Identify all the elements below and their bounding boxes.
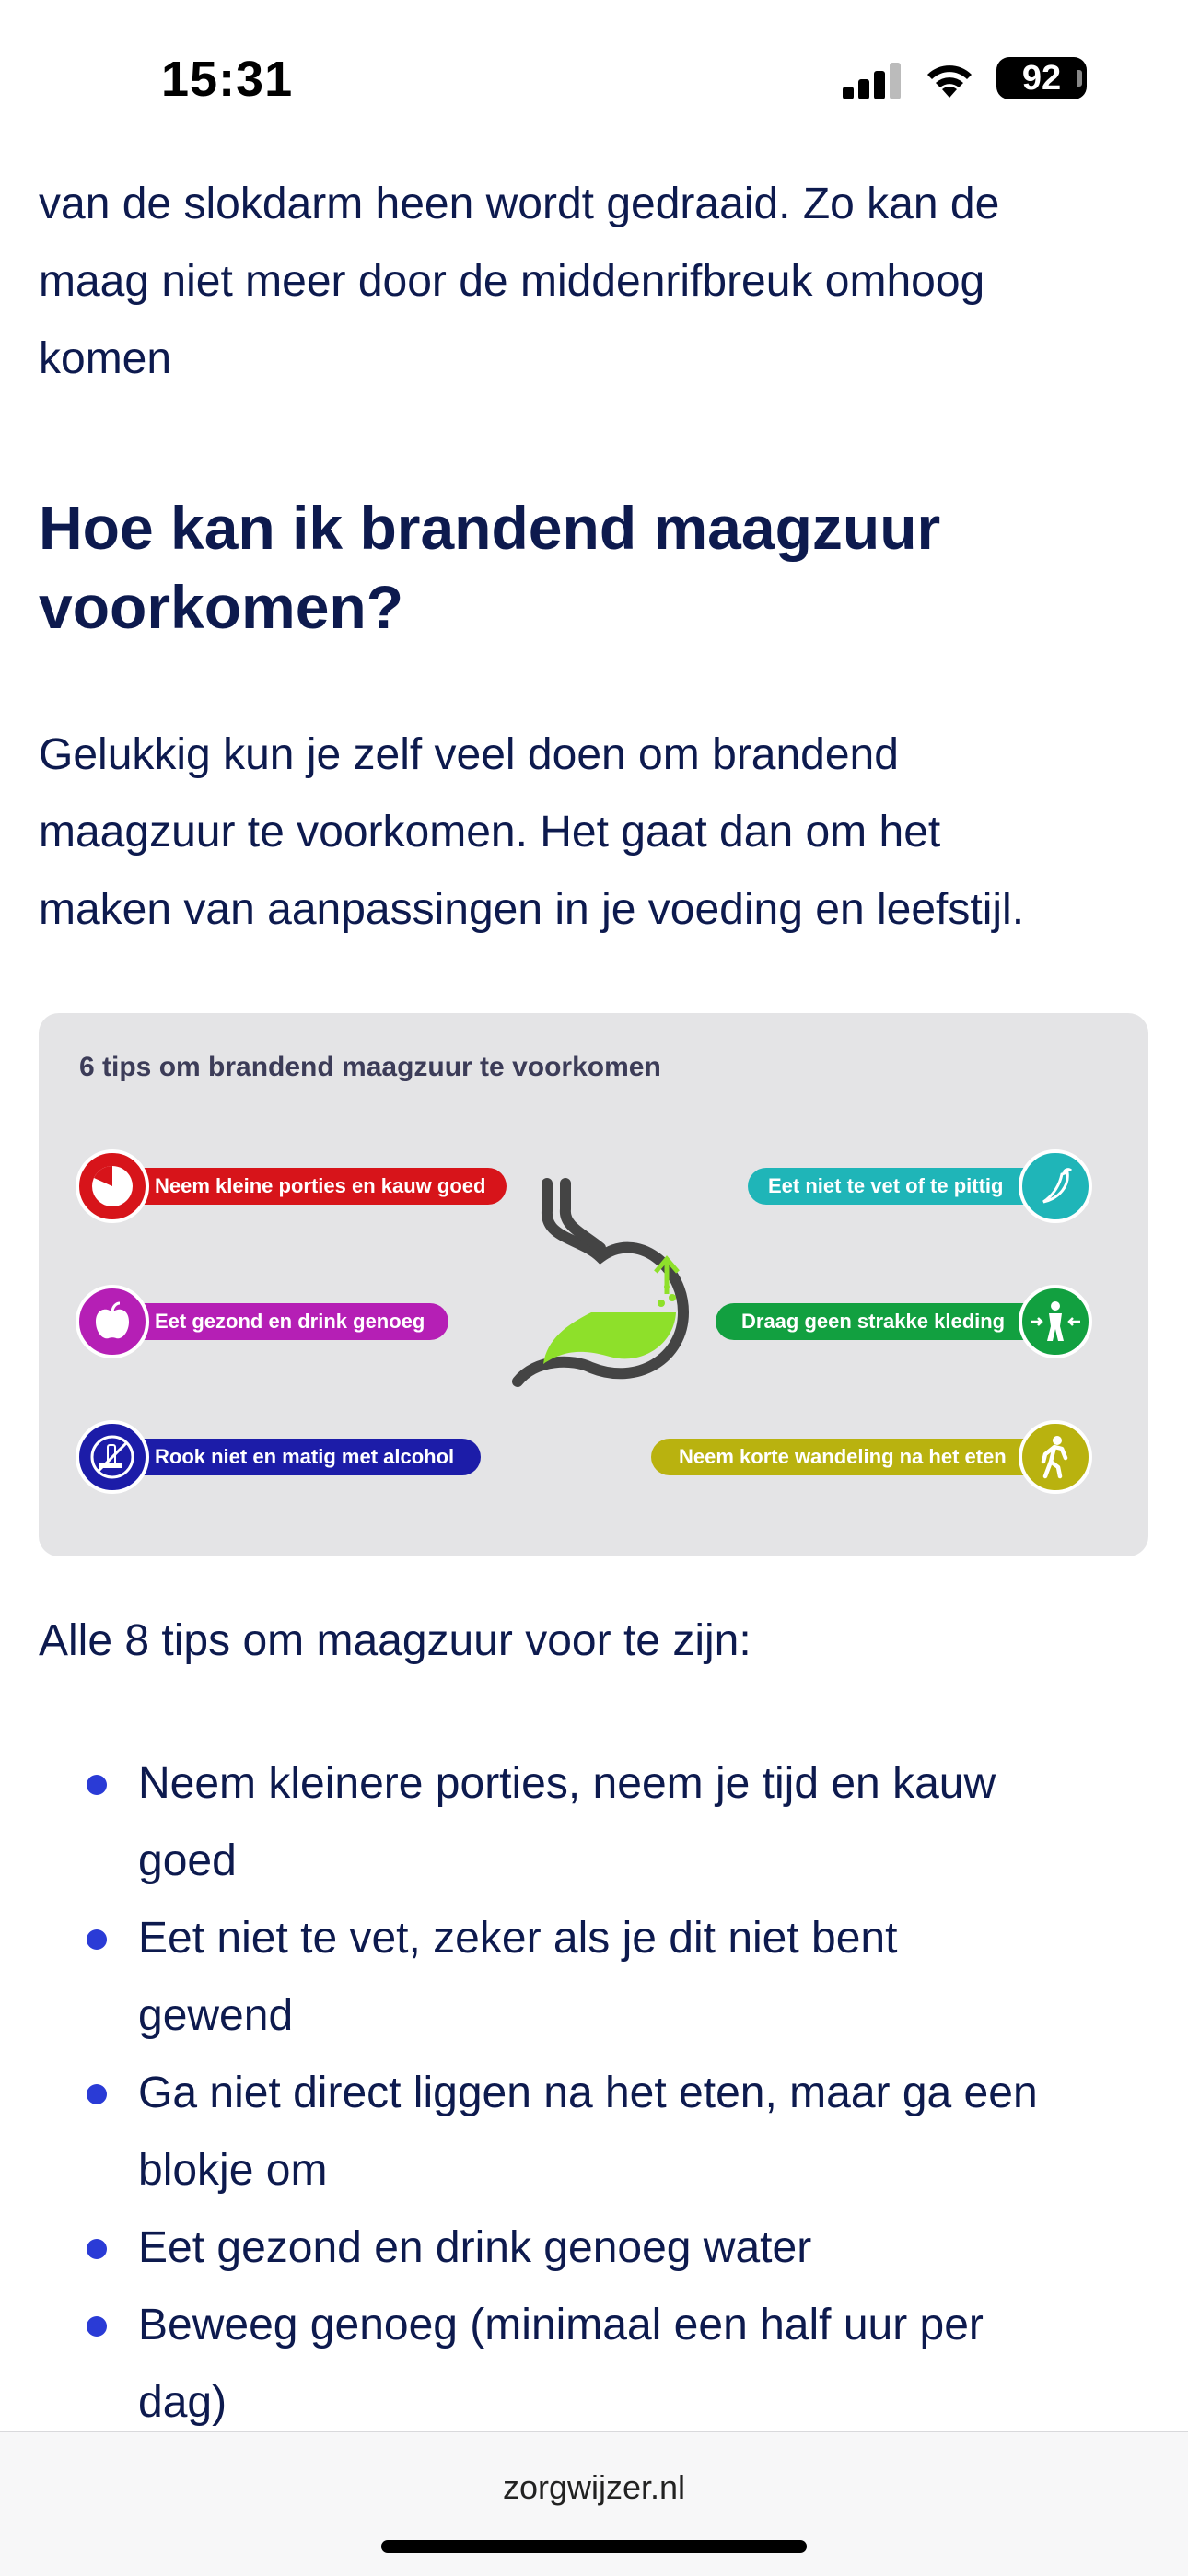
list-item bbox=[39, 2287, 1158, 2442]
battery-indicator: 92 bbox=[996, 57, 1087, 99]
tip-label: Eet gezond en drink genoeg bbox=[155, 1310, 425, 1333]
home-indicator[interactable] bbox=[381, 2540, 807, 2553]
paragraph-line: maagzuur te voorkomen. Het gaat dan om het bbox=[39, 808, 941, 857]
bullet-icon bbox=[87, 2084, 107, 2104]
tip-label: Rook niet en matig met alcohol bbox=[155, 1445, 455, 1468]
tips-infographic bbox=[39, 1013, 1148, 1556]
paragraph-line: van de slokdarm heen wordt gedraaid. Zo kan de bbox=[39, 180, 1000, 228]
list-item-line: Beweeg genoeg (minimaal een half uur per bbox=[138, 2301, 984, 2349]
heading-line: voorkomen? bbox=[39, 573, 404, 641]
bullet-icon bbox=[87, 2316, 107, 2337]
heading-line: Hoe kan ik brandend maagzuur bbox=[39, 494, 941, 562]
list-intro: Alle 8 tips om maagzuur voor te zijn: bbox=[39, 1616, 751, 1665]
list-item-line: blokje om bbox=[138, 2146, 328, 2195]
list-item bbox=[39, 1900, 1158, 2055]
tip-label: Neem kleine porties en kauw goed bbox=[155, 1174, 486, 1197]
chili-pepper-icon bbox=[1019, 1149, 1092, 1223]
list-item-line: goed bbox=[138, 1836, 237, 1885]
tip-label: Neem korte wandeling na het eten bbox=[679, 1445, 1007, 1468]
status-bar bbox=[0, 0, 1188, 161]
tip-pill-right-1 bbox=[748, 1168, 1052, 1205]
tips-list bbox=[39, 1745, 1158, 2442]
section-heading bbox=[39, 488, 1135, 647]
list-item-line: Eet niet te vet, zeker als je dit niet bent bbox=[138, 1914, 898, 1963]
paragraph-intro bbox=[39, 166, 1153, 398]
list-item-line: Neem kleinere porties, neem je tijd en kauw bbox=[138, 1759, 996, 1808]
wifi-icon bbox=[924, 57, 975, 98]
battery-tip bbox=[1077, 70, 1082, 87]
paragraph-line: maag niet meer door de middenrifbreuk omhoog bbox=[39, 257, 985, 306]
list-item-line: Ga niet direct liggen na het eten, maar ga een bbox=[138, 2069, 1038, 2117]
list-item bbox=[39, 2209, 1158, 2287]
tip-label: Eet niet te vet of te pittig bbox=[768, 1174, 1004, 1197]
list-item-line: dag) bbox=[138, 2378, 227, 2427]
bullet-icon bbox=[87, 2239, 107, 2259]
list-item bbox=[39, 2055, 1158, 2209]
tip-pill-left-3 bbox=[94, 1439, 481, 1475]
status-time: 15:31 bbox=[161, 52, 294, 107]
infographic-title: 6 tips om brandend maagzuur te voorkomen bbox=[79, 1052, 661, 1082]
paragraph-line: Gelukkig kun je zelf veel doen om brandend bbox=[39, 730, 899, 779]
tip-pill-left-1 bbox=[94, 1168, 507, 1205]
tip-pill-right-3 bbox=[651, 1439, 1052, 1475]
list-item bbox=[39, 1745, 1158, 1900]
paragraph-section bbox=[39, 717, 1158, 949]
pie-icon bbox=[76, 1149, 149, 1223]
apple-icon bbox=[76, 1285, 149, 1358]
bullet-icon bbox=[87, 1929, 107, 1950]
list-item-line: Eet gezond en drink genoeg water bbox=[138, 2223, 812, 2272]
bullet-icon bbox=[87, 1775, 107, 1795]
stomach-illustration bbox=[472, 1174, 729, 1395]
no-smoking-alcohol-icon bbox=[76, 1420, 149, 1494]
address-bar[interactable]: zorgwijzer.nl bbox=[502, 2468, 686, 2506]
list-item-line: gewend bbox=[138, 1991, 294, 2040]
tip-pill-right-2 bbox=[716, 1303, 1052, 1340]
article-body bbox=[39, 166, 1153, 398]
paragraph-line: maken van aanpassingen in je voeding en leefstijl. bbox=[39, 885, 1025, 934]
paragraph-line: komen bbox=[39, 334, 172, 383]
walking-person-icon bbox=[1019, 1420, 1092, 1494]
cellular-signal-icon bbox=[843, 63, 903, 99]
tight-clothing-icon bbox=[1019, 1285, 1092, 1358]
tip-label: Draag geen strakke kleding bbox=[741, 1310, 1006, 1333]
